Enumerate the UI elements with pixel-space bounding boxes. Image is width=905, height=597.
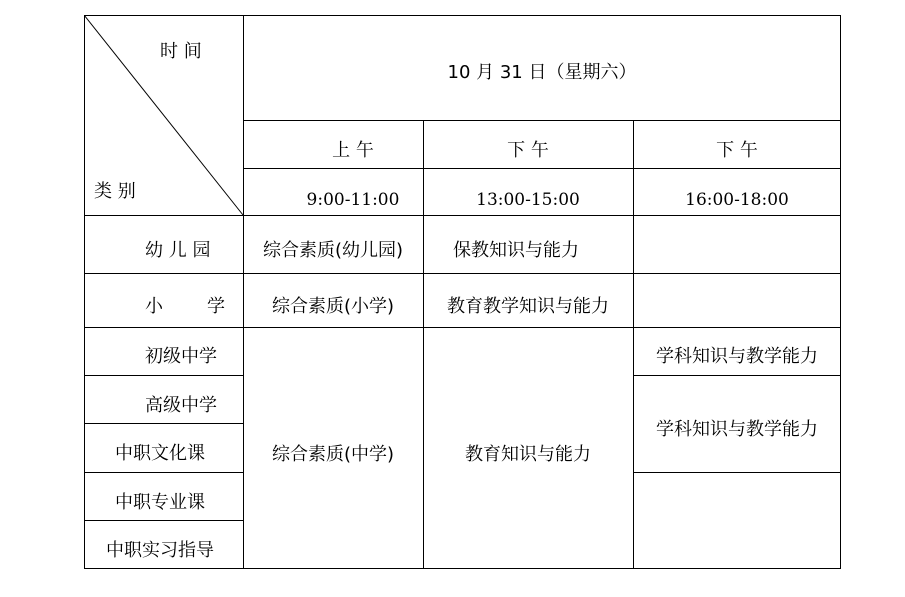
cell-primary-session-1: 综合素质(小学) [271, 296, 395, 317]
cell-primary-session-2: 教育教学知识与能力 [447, 296, 609, 317]
cell-kindergarten-session-2: 保教知识与能力 [453, 240, 579, 261]
cell-senior-vocational-session-3: 学科知识与教学能力 [656, 419, 818, 440]
cell-junior-session-3: 学科知识与教学能力 [656, 346, 818, 367]
category-header-label: 类 别 [94, 181, 136, 202]
session-3-period: 下 午 [716, 140, 758, 161]
session-2-time: 13:00-15:00 [476, 190, 580, 210]
grid-hline-row5-col0 [84, 472, 244, 473]
cell-kindergarten-session-1: 综合素质(幼儿园) [262, 240, 404, 261]
category-vocational-culture: 中职文化课 [115, 443, 205, 464]
grid-vline-2 [423, 120, 424, 569]
table-border-bottom [84, 568, 841, 569]
category-primary-label: 小 学 [145, 296, 225, 317]
table-border-right [840, 15, 841, 569]
grid-hline-row3-col0 [84, 375, 244, 376]
grid-hline-row4-col0 [84, 423, 244, 424]
grid-hline-row6-col0 [84, 520, 244, 521]
session-1-time: 9:00-11:00 [306, 190, 400, 210]
category-kindergarten: 幼 儿 园 [145, 240, 211, 261]
category-primary [145, 296, 225, 318]
grid-hline-period [243, 168, 841, 169]
date-header: 10 月 31 日（星期六） [447, 62, 637, 83]
grid-hline-row1 [84, 273, 841, 274]
grid-hline-row5-col3 [633, 472, 841, 473]
category-vocational-practice: 中职实习指导 [106, 540, 214, 561]
session-3-time: 16:00-18:00 [685, 190, 789, 210]
time-header-label: 时 间 [160, 41, 202, 62]
grid-hline-date [243, 120, 841, 121]
category-senior-high: 高级中学 [145, 395, 217, 416]
grid-hline-row3-col3 [633, 375, 841, 376]
grid-hline-row2 [84, 327, 841, 328]
session-2-period: 下 午 [507, 140, 549, 161]
category-vocational-major: 中职专业课 [115, 492, 205, 513]
grid-vline-3 [633, 120, 634, 569]
cell-middle-session-2: 教育知识与能力 [465, 444, 591, 465]
cell-middle-session-1: 综合素质(中学) [271, 444, 395, 465]
category-junior-middle: 初级中学 [145, 346, 217, 367]
session-1-period: 上 午 [332, 140, 374, 161]
